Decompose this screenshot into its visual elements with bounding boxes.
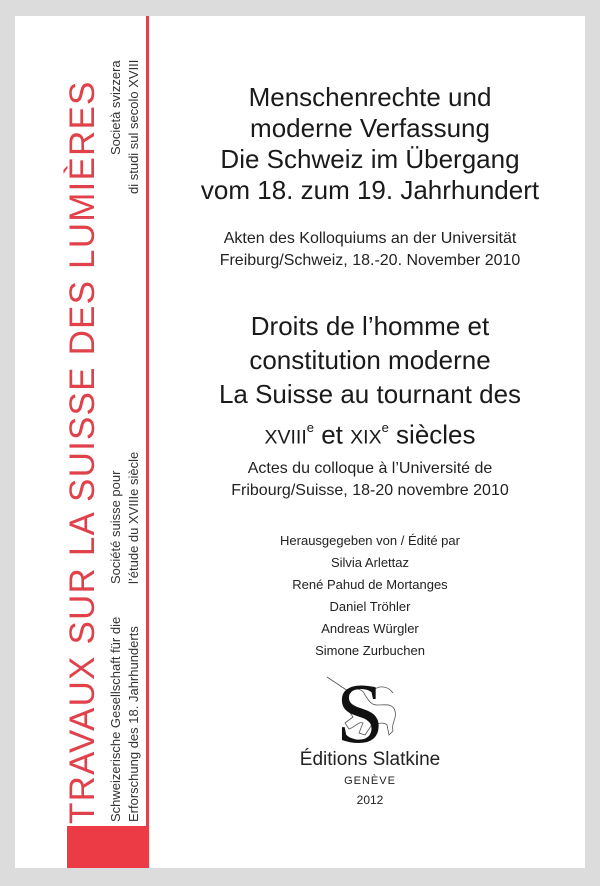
red-block — [67, 826, 149, 868]
society-it-line: Società svizzera — [108, 60, 123, 155]
title-word: et — [314, 419, 351, 450]
society-de-line: Erforschung des 18. Jahrhunderts — [126, 626, 141, 822]
society-french — [107, 320, 145, 584]
title-line: La Suisse au tournant des — [218, 379, 522, 409]
century-numeral: XIX — [350, 426, 382, 449]
superscript: e — [306, 420, 314, 435]
unicorn-logo-icon — [315, 665, 415, 750]
society-it-line: di studi sul secolo XVIII — [126, 60, 141, 195]
society-fr-line: Société suisse pour — [108, 470, 123, 584]
logo-letter: S — [336, 665, 384, 750]
title-line: Menschenrechte und — [248, 82, 492, 112]
society-italian — [107, 60, 145, 310]
subtitle-french — [160, 458, 580, 502]
society-german — [107, 590, 145, 822]
title-line — [160, 411, 580, 455]
century-numeral: XVIII — [264, 426, 307, 449]
editors-label: Herausgegeben von / Édité par — [280, 533, 460, 548]
series-title: TRAVAUX SUR LA SUISSE DES LUMIÈRES — [63, 80, 102, 824]
subtitle-line: Actes du colloque à l’Université de — [247, 460, 493, 477]
title-line: vom 18. zum 19. Jahrhundert — [200, 175, 540, 205]
title-line: Die Schweiz im Übergang — [220, 144, 520, 174]
publication-year: 2012 — [356, 793, 384, 807]
editor-name: Andreas Würgler — [321, 621, 419, 636]
editor-name: René Pahud de Mortanges — [292, 577, 448, 592]
superscript: e — [381, 420, 389, 435]
title-line: Droits de l’homme et — [250, 311, 490, 341]
title-line: moderne Verfassung — [250, 113, 490, 143]
society-fr-line: l’étude du XVIIIe siècle — [126, 451, 141, 584]
society-de-line: Schweizerische Gesellschaft für die — [108, 616, 123, 822]
editor-name: Daniel Tröhler — [329, 599, 411, 614]
title-french — [160, 309, 580, 455]
title-german — [160, 82, 580, 206]
red-divider-line — [146, 16, 149, 828]
editor-name: Silvia Arlettaz — [330, 555, 410, 570]
subtitle-line: Freiburg/Schweiz, 18.-20. November 2010 — [219, 252, 521, 269]
editors — [160, 530, 580, 662]
publisher-name: Éditions Slatkine — [299, 749, 441, 770]
subtitle-german — [160, 228, 580, 272]
publisher — [160, 748, 580, 810]
title-word: siècles — [388, 419, 476, 450]
subtitle-line: Akten des Kolloquiums an der Universität — [223, 230, 517, 247]
editor-name: Simone Zurbuchen — [315, 643, 425, 658]
publisher-city: GENÈVE — [344, 775, 396, 787]
title-line: constitution moderne — [249, 345, 491, 375]
subtitle-line: Fribourg/Suisse, 18-20 novembre 2010 — [231, 482, 509, 499]
